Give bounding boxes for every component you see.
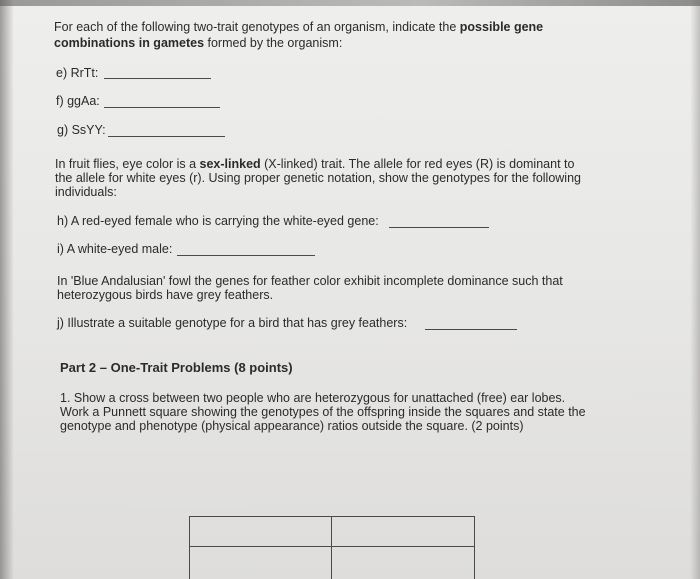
intro-line-1-text: For each of the following two-trait genotypes of an organism, indicate the (54, 20, 460, 34)
andalusian-line-1: In 'Blue Andalusian' fowl the genes for feather color exhibit incomplete dominance such that (57, 274, 563, 288)
fruitfly-line-1-pre: In fruit flies, eye color is a (55, 157, 200, 171)
question-i-answer-line[interactable] (177, 255, 315, 256)
question-g-answer-line[interactable] (108, 136, 225, 137)
part-2-question-1-line-3: genotype and phenotype (physical appearance) ratios outside the square. (2 points) (60, 419, 524, 433)
fruitfly-line-2: the allele for white eyes (r). Using proper genetic notation, show the genotypes for the following (55, 171, 581, 185)
part-2-heading: Part 2 – One-Trait Problems (8 points) (60, 360, 293, 375)
question-e-label: e) RrTt: (56, 66, 99, 80)
page-top-edge (0, 0, 700, 6)
part-2-question-1-line-2: Work a Punnett square showing the genotypes of the offspring inside the squares and state the (60, 405, 586, 419)
question-h-answer-line[interactable] (389, 227, 489, 228)
fruitfly-line-1-post: (X-linked) trait. The allele for red eyes (R) is dominant to (260, 157, 575, 171)
punnett-square (189, 516, 475, 579)
intro-line-2-text: formed by the organism: (204, 36, 343, 50)
page-left-shadow (0, 0, 14, 579)
question-j-label: j) Illustrate a suitable genotype for a bird that has grey feathers: (57, 316, 408, 330)
punnett-square-divider-horizontal (189, 546, 474, 547)
fruitfly-bold-sex-linked: sex-linked (199, 157, 261, 171)
question-e-answer-line[interactable] (104, 78, 211, 79)
question-j-answer-line[interactable] (425, 329, 517, 330)
punnett-square-divider-vertical (331, 516, 332, 579)
intro-bold-combinations: combinations in gametes (54, 36, 205, 50)
question-h-label: h) A red-eyed female who is carrying the white-eyed gene: (57, 214, 379, 228)
intro-line-1 (54, 20, 543, 34)
fruitfly-line-1 (55, 157, 574, 171)
andalusian-line-2: heterozygous birds have grey feathers. (57, 288, 274, 302)
intro-line-2 (54, 36, 342, 50)
question-g-label: g) SsYY: (57, 123, 106, 137)
part-2-question-1-line-1: 1. Show a cross between two people who are heterozygous for unattached (free) ear lobes. (60, 391, 566, 405)
fruitfly-line-3: individuals: (55, 185, 117, 199)
question-f-answer-line[interactable] (104, 107, 220, 108)
intro-bold-possible-gene: possible gene (459, 20, 544, 34)
page-right-shadow (690, 0, 700, 579)
question-f-label: f) ggAa: (56, 94, 100, 108)
question-i-label: i) A white-eyed male: (57, 242, 173, 256)
